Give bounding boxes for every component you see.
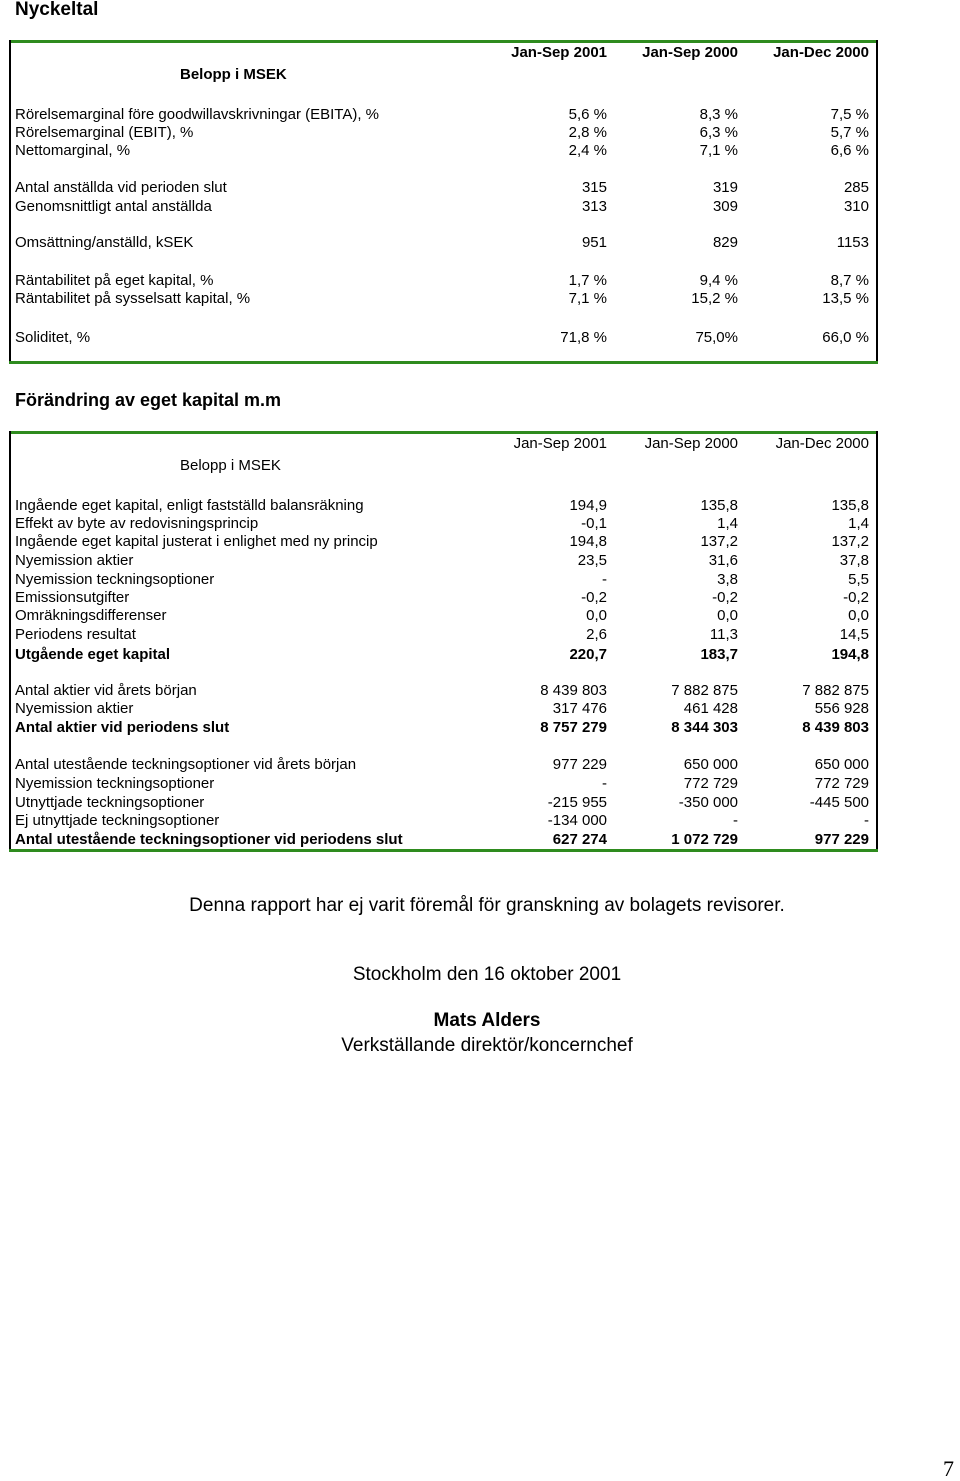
row-label: Ej utnyttjade teckningsoptioner — [15, 812, 220, 829]
table-row — [15, 812, 871, 830]
cell-value: -0,2 — [712, 589, 738, 606]
cell-value: 650 000 — [683, 756, 738, 773]
table-header — [15, 435, 871, 453]
row-label: Emissionsutgifter — [15, 589, 130, 606]
cell-value: 1,7 % — [568, 272, 607, 289]
column-header: Jan-Sep 2001 — [511, 44, 607, 61]
cell-value: 7 882 875 — [671, 682, 738, 699]
table-row — [15, 700, 871, 718]
cell-value: - — [864, 812, 869, 829]
cell-value: 319 — [712, 179, 738, 196]
row-label: Räntabilitet på sysselsatt kapital, % — [15, 290, 251, 307]
unit-label: Belopp i MSEK — [180, 457, 281, 474]
cell-value: 829 — [712, 234, 738, 251]
row-label: Omsättning/anställd, kSEK — [15, 234, 194, 251]
cell-value: -0,2 — [843, 589, 869, 606]
table-row — [15, 329, 871, 347]
cell-value: 772 729 — [814, 775, 869, 792]
table-row-total — [15, 719, 871, 737]
table-left-border — [9, 431, 11, 849]
row-label: Nyemission teckningsoptioner — [15, 571, 215, 588]
table-left-border — [9, 40, 11, 363]
row-label: Rörelsemarginal (EBIT), % — [15, 124, 194, 141]
cell-value: 66,0 % — [822, 329, 869, 346]
row-label: Räntabilitet på eget kapital, % — [15, 272, 214, 289]
cell-value: 8 344 303 — [671, 719, 738, 736]
cell-value: 2,8 % — [568, 124, 607, 141]
cell-value: 5,7 % — [830, 124, 869, 141]
cell-value: 313 — [581, 198, 607, 215]
table-row — [15, 234, 871, 252]
cell-value: 71,8 % — [560, 329, 607, 346]
audit-note: Denna rapport har ej varit föremål för granskning av bolagets revisorer. — [189, 895, 785, 916]
cell-value: 194,8 — [569, 533, 607, 550]
row-label: Nyemission teckningsoptioner — [15, 775, 215, 792]
cell-value: 9,4 % — [699, 272, 738, 289]
row-label: Nyemission aktier — [15, 552, 134, 569]
row-label: Rörelsemarginal före goodwillavskrivningar (EBITA), % — [15, 106, 380, 123]
table-header — [15, 44, 871, 62]
cell-value: 137,2 — [831, 533, 869, 550]
cell-value: 8 757 279 — [540, 719, 607, 736]
cell-value: - — [733, 812, 738, 829]
row-label: Antal anställda vid perioden slut — [15, 179, 227, 196]
section-title-equity-change: Förändring av eget kapital m.m — [15, 390, 282, 410]
table-right-border — [876, 40, 878, 363]
cell-value: 2,6 — [586, 626, 607, 643]
table-top-rule — [9, 40, 878, 43]
table-row — [15, 515, 871, 533]
cell-value: 0,0 — [586, 607, 607, 624]
cell-value: 7 882 875 — [802, 682, 869, 699]
cell-value: 15,2 % — [691, 290, 738, 307]
cell-value: 194,8 — [831, 646, 869, 663]
cell-value: 285 — [843, 179, 869, 196]
cell-value: 650 000 — [814, 756, 869, 773]
cell-value: 6,6 % — [830, 142, 869, 159]
cell-value: 556 928 — [814, 700, 869, 717]
cell-value: 317 476 — [552, 700, 607, 717]
cell-value: 0,0 — [717, 607, 738, 624]
place-and-date: Stockholm den 16 oktober 2001 — [352, 964, 622, 985]
row-label: Antal aktier vid periodens slut — [15, 719, 230, 736]
cell-value: -215 955 — [547, 794, 607, 811]
cell-value: 0,0 — [848, 607, 869, 624]
cell-value: 194,9 — [569, 497, 607, 514]
cell-value: 1,4 — [848, 515, 869, 532]
row-label: Nettomarginal, % — [15, 142, 131, 159]
cell-value: 309 — [712, 198, 738, 215]
row-label: Nyemission aktier — [15, 700, 134, 717]
row-label: Soliditet, % — [15, 329, 91, 346]
row-label: Utnyttjade teckningsoptioner — [15, 794, 205, 811]
table-row — [15, 682, 871, 700]
cell-value: 977 229 — [552, 756, 607, 773]
table-row — [15, 272, 871, 290]
cell-value: 8 439 803 — [802, 719, 869, 736]
column-header: Jan-Dec 2000 — [775, 435, 869, 452]
column-header: Jan-Sep 2001 — [513, 435, 607, 452]
cell-value: -0,1 — [581, 515, 607, 532]
table-bottom-rule — [9, 849, 878, 852]
table-row — [15, 607, 871, 625]
cell-value: 135,8 — [700, 497, 738, 514]
cell-value: 14,5 — [839, 626, 869, 643]
table-row — [15, 626, 871, 644]
unit-label: Belopp i MSEK — [180, 66, 287, 83]
table-top-rule — [9, 431, 878, 434]
table-row — [15, 533, 871, 551]
row-label: Antal utestående teckningsoptioner vid periodens slut — [15, 831, 403, 848]
cell-value: 137,2 — [700, 533, 738, 550]
cell-value: 1153 — [836, 234, 869, 251]
row-label: Ingående eget kapital, enligt fastställd balansräkning — [15, 497, 364, 514]
cell-value: 627 274 — [552, 831, 607, 848]
cell-value: 220,7 — [569, 646, 607, 663]
table-row-total — [15, 831, 871, 849]
cell-value: 37,8 — [839, 552, 869, 569]
cell-value: 8,7 % — [830, 272, 869, 289]
row-label: Genomsnittligt antal anställda — [15, 198, 212, 215]
cell-value: 135,8 — [831, 497, 869, 514]
cell-value: 7,1 % — [699, 142, 738, 159]
cell-value: 13,5 % — [822, 290, 869, 307]
cell-value: - — [602, 775, 607, 792]
cell-value: -0,2 — [581, 589, 607, 606]
cell-value: 6,3 % — [699, 124, 738, 141]
row-label: Effekt av byte av redovisningsprincip — [15, 515, 259, 532]
signatory-name: Mats Alders — [433, 1010, 541, 1031]
column-header: Jan-Dec 2000 — [773, 44, 869, 61]
cell-value: 772 729 — [683, 775, 738, 792]
column-header: Jan-Sep 2000 — [642, 44, 738, 61]
table-row — [15, 179, 871, 197]
table-right-border — [876, 431, 878, 849]
cell-value: 2,4 % — [568, 142, 607, 159]
column-header: Jan-Sep 2000 — [644, 435, 738, 452]
row-label: Antal aktier vid årets början — [15, 682, 197, 699]
row-label: Omräkningsdifferenser — [15, 607, 167, 624]
table-row — [15, 198, 871, 216]
cell-value: 461 428 — [683, 700, 738, 717]
cell-value: -350 000 — [678, 794, 738, 811]
row-label: Antal utestående teckningsoptioner vid årets början — [15, 756, 357, 773]
cell-value: 951 — [581, 234, 607, 251]
table-row-total — [15, 646, 871, 664]
table-row — [15, 756, 871, 774]
cell-value: 75,0% — [695, 329, 738, 346]
cell-value: 183,7 — [700, 646, 738, 663]
table-row — [15, 552, 871, 570]
signatory-title: Verkställande direktör/koncernchef — [341, 1035, 633, 1056]
section-title-nyckeltal: Nyckeltal — [15, 0, 99, 20]
cell-value: -134 000 — [547, 812, 607, 829]
table-bottom-rule — [9, 361, 878, 364]
table-row — [15, 106, 871, 124]
cell-value: 8 439 803 — [540, 682, 607, 699]
table-row — [15, 589, 871, 607]
cell-value: 1,4 — [717, 515, 738, 532]
table-row — [15, 571, 871, 589]
table-row — [15, 142, 871, 160]
cell-value: 5,6 % — [568, 106, 607, 123]
cell-value: 7,5 % — [830, 106, 869, 123]
table-row — [15, 794, 871, 812]
row-label: Periodens resultat — [15, 626, 136, 643]
cell-value: 1 072 729 — [671, 831, 738, 848]
cell-value: 23,5 — [577, 552, 607, 569]
cell-value: 7,1 % — [568, 290, 607, 307]
cell-value: 977 229 — [814, 831, 869, 848]
table-row — [15, 290, 871, 308]
cell-value: 11,3 — [709, 626, 738, 643]
row-label: Ingående eget kapital justerat i enlighet med ny princip — [15, 533, 378, 550]
cell-value: 5,5 — [848, 571, 869, 588]
row-label: Utgående eget kapital — [15, 646, 171, 663]
cell-value: -445 500 — [809, 794, 869, 811]
cell-value: 315 — [581, 179, 607, 196]
cell-value: - — [602, 571, 607, 588]
cell-value: 3,8 — [717, 571, 738, 588]
table-row — [15, 775, 871, 793]
page-number: 7 — [943, 1456, 954, 1481]
cell-value: 31,6 — [708, 552, 738, 569]
cell-value: 8,3 % — [699, 106, 738, 123]
table-row — [15, 497, 871, 515]
cell-value: 310 — [843, 198, 869, 215]
table-row — [15, 124, 871, 142]
